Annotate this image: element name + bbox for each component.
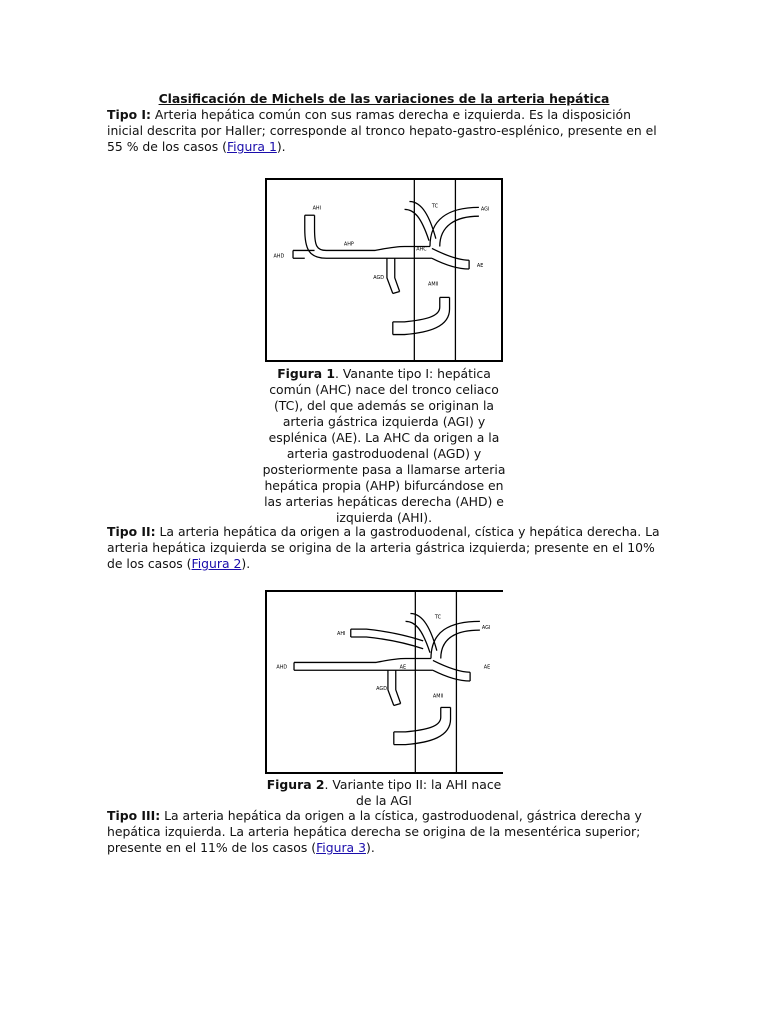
tipo3-end: ). <box>365 840 375 855</box>
fig2-label-agd: AGD <box>376 685 387 692</box>
fig1-label-ahi: AHI <box>312 205 322 212</box>
fig2-label-ae-top: AE <box>399 664 407 671</box>
figura3-link[interactable]: Figura 3 <box>316 840 366 855</box>
tipo2-label: Tipo II: <box>107 524 156 539</box>
tipo3-text: La arteria hepática da origen a la cística, gastroduodenal, gástrica derecha y hepática izquierda. La arteria hepática derecha se origina de la mesentérica superior; presente en el 11% de los casos ( <box>107 808 642 855</box>
fig2-label-ahd: AHD <box>276 664 288 671</box>
fig2-label-amii: AMII <box>432 693 444 700</box>
tipo3-label: Tipo III: <box>107 808 161 823</box>
fig1-label-ae: AE <box>476 263 484 270</box>
fig1-caption-text: . Vanante tipo I: hepática común (AHC) nace del tronco celiaco (TC), del que además se originan la arteria gástrica izquierda (AGI) y esplénica (AE). La AHC da origen a la arteria gastroduodenal (AGD) y posteriormente pasa a llamarse arteria hepática propia (AHP) bifurcándose en las arterias hepáticas derecha (AHD) e izquierda (AHI). <box>262 366 506 525</box>
figure-2-svg <box>267 592 503 772</box>
fig1-label-tc: TC <box>431 203 439 210</box>
tipo2-end: ). <box>241 556 251 571</box>
figure-1-diagram <box>265 178 503 362</box>
figure-2-diagram <box>265 590 503 774</box>
tipo2-text: La arteria hepática da origen a la gastroduodenal, cística y hepática derecha. La arteria hepática izquierda se origina de la arteria gástrica izquierda; presente en el 10% de los casos ( <box>107 524 660 571</box>
fig1-label-amii: AMII <box>428 281 439 288</box>
tipo1-text: Arteria hepática común con sus ramas derecha e izquierda. Es la disposición inicial descrita por Haller; corresponde al tronco hepato-gastro-esplénico, presente en el 55 % de los casos ( <box>107 107 657 154</box>
document-title: Clasificación de Michels de las variaciones de la arteria hepática <box>158 91 610 106</box>
tipo1-paragraph <box>107 107 662 155</box>
fig2-label-agi: AGI <box>481 625 491 632</box>
figure-1-svg <box>267 180 501 360</box>
fig2-caption-text: . Variante tipo II: la AHI nace de la AGI <box>324 777 502 808</box>
fig1-label-agd: AGD <box>373 274 385 281</box>
fig1-label-ahc: AHC <box>416 246 427 253</box>
tipo3-paragraph <box>107 808 662 856</box>
fig2-label-tc: TC <box>434 614 442 621</box>
fig2-label-ae: AE <box>483 664 491 671</box>
fig1-label-agi: AGI <box>480 206 490 213</box>
tipo1-label: Tipo I: <box>107 107 151 122</box>
tipo2-paragraph <box>107 524 662 572</box>
fig1-caption-label: Figura 1 <box>277 366 335 381</box>
figura2-link[interactable]: Figura 2 <box>191 556 242 571</box>
fig2-caption-label: Figura 2 <box>266 777 325 792</box>
fig1-label-ahd: AHD <box>273 253 285 260</box>
tipo1-end: ). <box>276 139 286 154</box>
fig1-label-ahp: AHP <box>343 241 354 248</box>
figure-1-caption <box>258 366 510 526</box>
fig2-label-ahi: AHI <box>337 631 346 638</box>
figura1-link[interactable]: Figura 1 <box>226 139 277 154</box>
figure-2-caption <box>258 777 510 809</box>
